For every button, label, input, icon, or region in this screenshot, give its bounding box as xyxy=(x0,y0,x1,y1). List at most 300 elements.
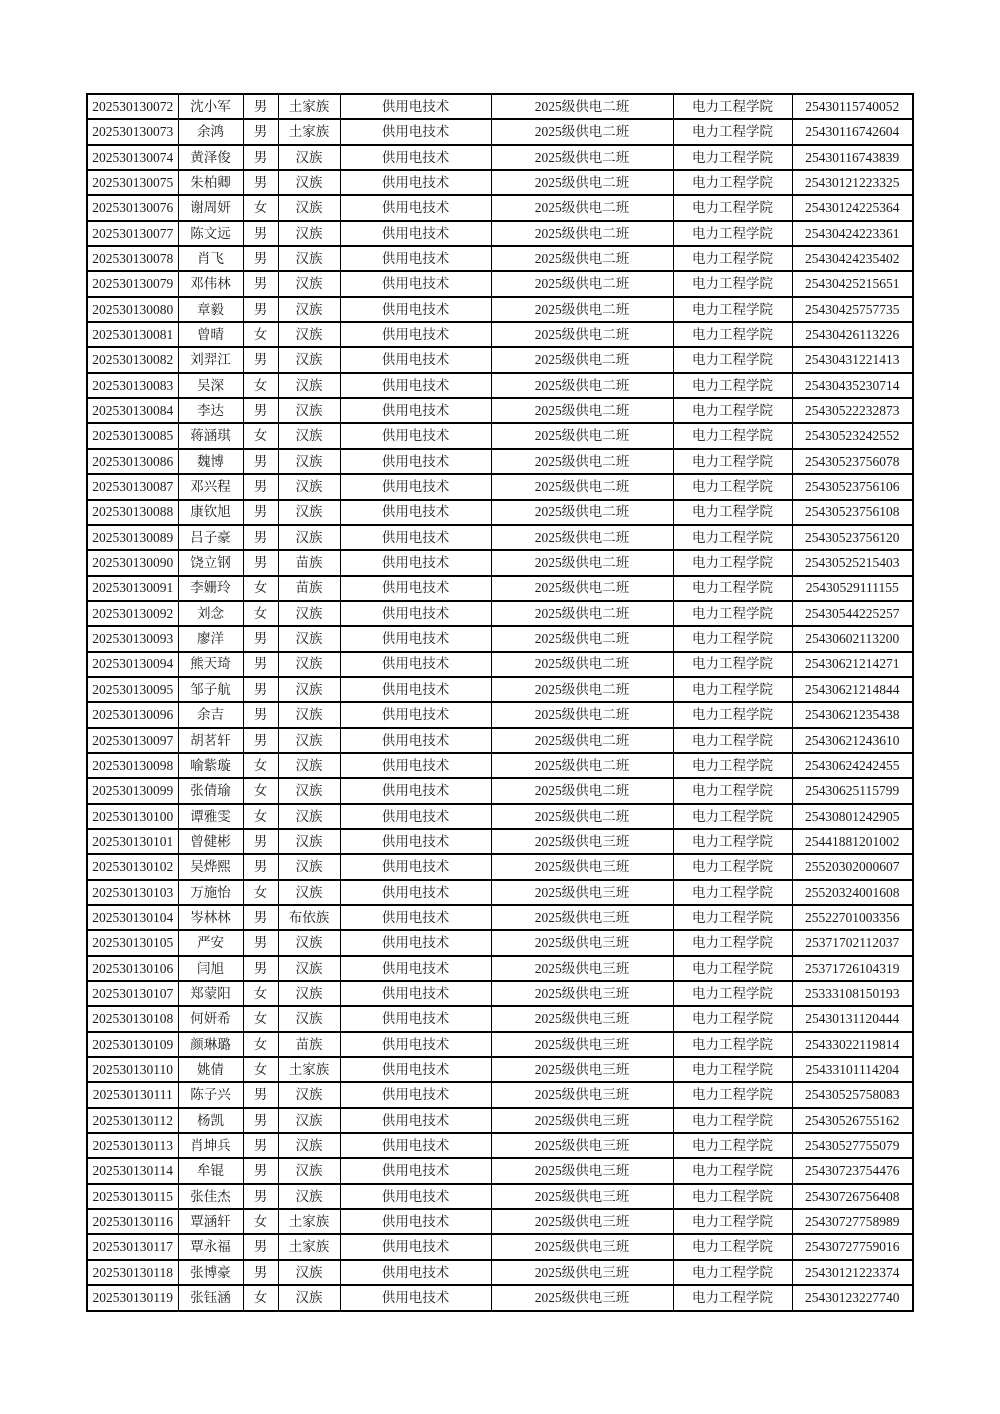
name-cell: 廖洋 xyxy=(178,626,243,651)
college-cell: 电力工程学院 xyxy=(673,398,792,423)
id-number-cell: 25430425215651 xyxy=(792,271,913,296)
id-number-cell: 25430726756408 xyxy=(792,1184,913,1209)
table-row xyxy=(87,1285,913,1311)
id-number-cell: 25430727759016 xyxy=(792,1234,913,1259)
ethnicity-cell: 汉族 xyxy=(278,271,340,296)
name-cell: 陈子兴 xyxy=(178,1082,243,1107)
major-cell: 供用电技术 xyxy=(340,145,491,170)
id-number-cell: 25522701003356 xyxy=(792,905,913,930)
college-cell: 电力工程学院 xyxy=(673,145,792,170)
gender-cell: 女 xyxy=(243,1006,278,1031)
class-cell: 2025级供电二班 xyxy=(491,677,673,702)
class-cell: 2025级供电三班 xyxy=(491,1082,673,1107)
table-row xyxy=(87,753,913,778)
gender-cell: 男 xyxy=(243,119,278,144)
class-cell: 2025级供电三班 xyxy=(491,1209,673,1234)
table-row xyxy=(87,652,913,677)
major-cell: 供用电技术 xyxy=(340,94,491,119)
class-cell: 2025级供电二班 xyxy=(491,601,673,626)
major-cell: 供用电技术 xyxy=(340,373,491,398)
ethnicity-cell: 汉族 xyxy=(278,804,340,829)
major-cell: 供用电技术 xyxy=(340,322,491,347)
college-cell: 电力工程学院 xyxy=(673,550,792,575)
id-number-cell: 25520324001608 xyxy=(792,880,913,905)
table-row xyxy=(87,525,913,550)
name-cell: 黄泽俊 xyxy=(178,145,243,170)
table-row xyxy=(87,398,913,423)
major-cell: 供用电技术 xyxy=(340,550,491,575)
major-cell: 供用电技术 xyxy=(340,1133,491,1158)
table-row xyxy=(87,246,913,271)
name-cell: 李达 xyxy=(178,398,243,423)
major-cell: 供用电技术 xyxy=(340,449,491,474)
student-id-cell: 202530130108 xyxy=(87,1006,178,1031)
major-cell: 供用电技术 xyxy=(340,1006,491,1031)
name-cell: 万施怡 xyxy=(178,880,243,905)
table-row xyxy=(87,880,913,905)
gender-cell: 男 xyxy=(243,94,278,119)
name-cell: 李姗玲 xyxy=(178,576,243,601)
college-cell: 电力工程学院 xyxy=(673,905,792,930)
major-cell: 供用电技术 xyxy=(340,1285,491,1311)
student-id-cell: 202530130103 xyxy=(87,880,178,905)
name-cell: 吕子豪 xyxy=(178,525,243,550)
major-cell: 供用电技术 xyxy=(340,474,491,499)
table-row xyxy=(87,170,913,195)
id-number-cell: 25430525215403 xyxy=(792,550,913,575)
college-cell: 电力工程学院 xyxy=(673,1082,792,1107)
student-id-cell: 202530130118 xyxy=(87,1260,178,1285)
table-row xyxy=(87,297,913,322)
student-id-cell: 202530130111 xyxy=(87,1082,178,1107)
id-number-cell: 25430529111155 xyxy=(792,576,913,601)
table-row xyxy=(87,373,913,398)
college-cell: 电力工程学院 xyxy=(673,271,792,296)
gender-cell: 男 xyxy=(243,1108,278,1133)
ethnicity-cell: 汉族 xyxy=(278,956,340,981)
ethnicity-cell: 土家族 xyxy=(278,1234,340,1259)
class-cell: 2025级供电三班 xyxy=(491,1032,673,1057)
table-row xyxy=(87,500,913,525)
student-id-cell: 202530130109 xyxy=(87,1032,178,1057)
ethnicity-cell: 汉族 xyxy=(278,601,340,626)
gender-cell: 女 xyxy=(243,423,278,448)
student-id-cell: 202530130095 xyxy=(87,677,178,702)
college-cell: 电力工程学院 xyxy=(673,1158,792,1183)
student-id-cell: 202530130114 xyxy=(87,1158,178,1183)
student-id-cell: 202530130088 xyxy=(87,500,178,525)
name-cell: 邓兴程 xyxy=(178,474,243,499)
major-cell: 供用电技术 xyxy=(340,1184,491,1209)
name-cell: 曾健彬 xyxy=(178,829,243,854)
ethnicity-cell: 汉族 xyxy=(278,195,340,220)
college-cell: 电力工程学院 xyxy=(673,449,792,474)
gender-cell: 男 xyxy=(243,525,278,550)
student-id-cell: 202530130072 xyxy=(87,94,178,119)
table-row xyxy=(87,576,913,601)
name-cell: 严安 xyxy=(178,930,243,955)
class-cell: 2025级供电三班 xyxy=(491,1234,673,1259)
name-cell: 杨凯 xyxy=(178,1108,243,1133)
table-row xyxy=(87,322,913,347)
college-cell: 电力工程学院 xyxy=(673,854,792,879)
major-cell: 供用电技术 xyxy=(340,829,491,854)
class-cell: 2025级供电三班 xyxy=(491,1006,673,1031)
student-id-cell: 202530130107 xyxy=(87,981,178,1006)
student-id-cell: 202530130100 xyxy=(87,804,178,829)
gender-cell: 男 xyxy=(243,246,278,271)
table-row xyxy=(87,930,913,955)
class-cell: 2025级供电二班 xyxy=(491,449,673,474)
id-number-cell: 25430424223361 xyxy=(792,221,913,246)
ethnicity-cell: 汉族 xyxy=(278,145,340,170)
id-number-cell: 25430527755079 xyxy=(792,1133,913,1158)
college-cell: 电力工程学院 xyxy=(673,221,792,246)
ethnicity-cell: 汉族 xyxy=(278,854,340,879)
major-cell: 供用电技术 xyxy=(340,297,491,322)
gender-cell: 女 xyxy=(243,576,278,601)
gender-cell: 男 xyxy=(243,930,278,955)
name-cell: 肖飞 xyxy=(178,246,243,271)
college-cell: 电力工程学院 xyxy=(673,829,792,854)
student-roster-table xyxy=(86,93,914,1312)
ethnicity-cell: 汉族 xyxy=(278,652,340,677)
table-row xyxy=(87,1032,913,1057)
class-cell: 2025级供电三班 xyxy=(491,1158,673,1183)
college-cell: 电力工程学院 xyxy=(673,474,792,499)
ethnicity-cell: 汉族 xyxy=(278,778,340,803)
ethnicity-cell: 汉族 xyxy=(278,449,340,474)
id-number-cell: 25430801242905 xyxy=(792,804,913,829)
id-number-cell: 25430116743839 xyxy=(792,145,913,170)
id-number-cell: 25430523756078 xyxy=(792,449,913,474)
table-row xyxy=(87,804,913,829)
name-cell: 覃涵轩 xyxy=(178,1209,243,1234)
major-cell: 供用电技术 xyxy=(340,500,491,525)
gender-cell: 女 xyxy=(243,601,278,626)
table-row xyxy=(87,423,913,448)
name-cell: 喻紫璇 xyxy=(178,753,243,778)
major-cell: 供用电技术 xyxy=(340,170,491,195)
class-cell: 2025级供电三班 xyxy=(491,930,673,955)
college-cell: 电力工程学院 xyxy=(673,195,792,220)
class-cell: 2025级供电二班 xyxy=(491,702,673,727)
class-cell: 2025级供电二班 xyxy=(491,525,673,550)
ethnicity-cell: 汉族 xyxy=(278,753,340,778)
ethnicity-cell: 汉族 xyxy=(278,474,340,499)
major-cell: 供用电技术 xyxy=(340,778,491,803)
major-cell: 供用电技术 xyxy=(340,1234,491,1259)
gender-cell: 男 xyxy=(243,702,278,727)
gender-cell: 男 xyxy=(243,398,278,423)
id-number-cell: 25430425757735 xyxy=(792,297,913,322)
major-cell: 供用电技术 xyxy=(340,1158,491,1183)
ethnicity-cell: 汉族 xyxy=(278,246,340,271)
class-cell: 2025级供电二班 xyxy=(491,94,673,119)
college-cell: 电力工程学院 xyxy=(673,652,792,677)
college-cell: 电力工程学院 xyxy=(673,880,792,905)
college-cell: 电力工程学院 xyxy=(673,981,792,1006)
college-cell: 电力工程学院 xyxy=(673,500,792,525)
ethnicity-cell: 汉族 xyxy=(278,677,340,702)
id-number-cell: 25430621235438 xyxy=(792,702,913,727)
name-cell: 肖坤兵 xyxy=(178,1133,243,1158)
major-cell: 供用电技术 xyxy=(340,1082,491,1107)
id-number-cell: 25430526755162 xyxy=(792,1108,913,1133)
class-cell: 2025级供电二班 xyxy=(491,145,673,170)
student-id-cell: 202530130083 xyxy=(87,373,178,398)
student-id-cell: 202530130116 xyxy=(87,1209,178,1234)
college-cell: 电力工程学院 xyxy=(673,930,792,955)
student-id-cell: 202530130094 xyxy=(87,652,178,677)
table-row xyxy=(87,145,913,170)
id-number-cell: 25430424235402 xyxy=(792,246,913,271)
ethnicity-cell: 苗族 xyxy=(278,550,340,575)
college-cell: 电力工程学院 xyxy=(673,1260,792,1285)
name-cell: 刘羿江 xyxy=(178,347,243,372)
class-cell: 2025级供电三班 xyxy=(491,854,673,879)
table-row xyxy=(87,1184,913,1209)
student-id-cell: 202530130080 xyxy=(87,297,178,322)
name-cell: 余吉 xyxy=(178,702,243,727)
gender-cell: 男 xyxy=(243,1234,278,1259)
college-cell: 电力工程学院 xyxy=(673,1032,792,1057)
id-number-cell: 25430621214844 xyxy=(792,677,913,702)
student-id-cell: 202530130074 xyxy=(87,145,178,170)
ethnicity-cell: 汉族 xyxy=(278,1184,340,1209)
table-row xyxy=(87,1082,913,1107)
class-cell: 2025级供电二班 xyxy=(491,170,673,195)
name-cell: 康钦旭 xyxy=(178,500,243,525)
class-cell: 2025级供电三班 xyxy=(491,1133,673,1158)
class-cell: 2025级供电三班 xyxy=(491,1285,673,1311)
ethnicity-cell: 汉族 xyxy=(278,1108,340,1133)
college-cell: 电力工程学院 xyxy=(673,322,792,347)
gender-cell: 女 xyxy=(243,804,278,829)
gender-cell: 女 xyxy=(243,753,278,778)
name-cell: 岑林林 xyxy=(178,905,243,930)
gender-cell: 女 xyxy=(243,1285,278,1311)
class-cell: 2025级供电二班 xyxy=(491,500,673,525)
gender-cell: 男 xyxy=(243,1133,278,1158)
college-cell: 电力工程学院 xyxy=(673,1209,792,1234)
major-cell: 供用电技术 xyxy=(340,1032,491,1057)
student-id-cell: 202530130091 xyxy=(87,576,178,601)
major-cell: 供用电技术 xyxy=(340,195,491,220)
gender-cell: 男 xyxy=(243,829,278,854)
gender-cell: 女 xyxy=(243,880,278,905)
major-cell: 供用电技术 xyxy=(340,1260,491,1285)
id-number-cell: 25430602113200 xyxy=(792,626,913,651)
table-row xyxy=(87,1260,913,1285)
ethnicity-cell: 汉族 xyxy=(278,347,340,372)
student-id-cell: 202530130089 xyxy=(87,525,178,550)
table-row xyxy=(87,1057,913,1082)
ethnicity-cell: 汉族 xyxy=(278,525,340,550)
gender-cell: 女 xyxy=(243,778,278,803)
gender-cell: 男 xyxy=(243,728,278,753)
table-row xyxy=(87,474,913,499)
college-cell: 电力工程学院 xyxy=(673,778,792,803)
gender-cell: 男 xyxy=(243,221,278,246)
class-cell: 2025级供电二班 xyxy=(491,753,673,778)
class-cell: 2025级供电三班 xyxy=(491,1260,673,1285)
id-number-cell: 25430523756106 xyxy=(792,474,913,499)
class-cell: 2025级供电二班 xyxy=(491,221,673,246)
class-cell: 2025级供电二班 xyxy=(491,626,673,651)
college-cell: 电力工程学院 xyxy=(673,1057,792,1082)
gender-cell: 女 xyxy=(243,981,278,1006)
name-cell: 何妍希 xyxy=(178,1006,243,1031)
ethnicity-cell: 汉族 xyxy=(278,930,340,955)
class-cell: 2025级供电三班 xyxy=(491,880,673,905)
college-cell: 电力工程学院 xyxy=(673,702,792,727)
table-row xyxy=(87,1209,913,1234)
ethnicity-cell: 土家族 xyxy=(278,1209,340,1234)
id-number-cell: 25430435230714 xyxy=(792,373,913,398)
id-number-cell: 25430621214271 xyxy=(792,652,913,677)
college-cell: 电力工程学院 xyxy=(673,1006,792,1031)
gender-cell: 女 xyxy=(243,1209,278,1234)
student-id-cell: 202530130078 xyxy=(87,246,178,271)
gender-cell: 男 xyxy=(243,500,278,525)
ethnicity-cell: 汉族 xyxy=(278,1133,340,1158)
student-id-cell: 202530130110 xyxy=(87,1057,178,1082)
ethnicity-cell: 汉族 xyxy=(278,170,340,195)
major-cell: 供用电技术 xyxy=(340,271,491,296)
student-id-cell: 202530130102 xyxy=(87,854,178,879)
class-cell: 2025级供电二班 xyxy=(491,398,673,423)
name-cell: 谢周妍 xyxy=(178,195,243,220)
id-number-cell: 25430115740052 xyxy=(792,94,913,119)
id-number-cell: 25430523242552 xyxy=(792,423,913,448)
name-cell: 邹子航 xyxy=(178,677,243,702)
gender-cell: 男 xyxy=(243,1082,278,1107)
student-id-cell: 202530130092 xyxy=(87,601,178,626)
student-id-cell: 202530130113 xyxy=(87,1133,178,1158)
ethnicity-cell: 汉族 xyxy=(278,1006,340,1031)
student-id-cell: 202530130090 xyxy=(87,550,178,575)
ethnicity-cell: 汉族 xyxy=(278,1285,340,1311)
student-id-cell: 202530130115 xyxy=(87,1184,178,1209)
name-cell: 邓伟林 xyxy=(178,271,243,296)
id-number-cell: 25430431221413 xyxy=(792,347,913,372)
major-cell: 供用电技术 xyxy=(340,880,491,905)
table-row xyxy=(87,119,913,144)
name-cell: 张倩瑜 xyxy=(178,778,243,803)
student-id-cell: 202530130087 xyxy=(87,474,178,499)
id-number-cell: 25430621243610 xyxy=(792,728,913,753)
id-number-cell: 25333108150193 xyxy=(792,981,913,1006)
student-id-cell: 202530130097 xyxy=(87,728,178,753)
name-cell: 陈文远 xyxy=(178,221,243,246)
major-cell: 供用电技术 xyxy=(340,626,491,651)
major-cell: 供用电技术 xyxy=(340,956,491,981)
table-row xyxy=(87,1133,913,1158)
student-id-cell: 202530130075 xyxy=(87,170,178,195)
name-cell: 张佳杰 xyxy=(178,1184,243,1209)
table-row xyxy=(87,778,913,803)
class-cell: 2025级供电二班 xyxy=(491,778,673,803)
id-number-cell: 25371702112037 xyxy=(792,930,913,955)
class-cell: 2025级供电二班 xyxy=(491,373,673,398)
student-id-cell: 202530130073 xyxy=(87,119,178,144)
name-cell: 闫旭 xyxy=(178,956,243,981)
major-cell: 供用电技术 xyxy=(340,930,491,955)
ethnicity-cell: 汉族 xyxy=(278,702,340,727)
ethnicity-cell: 汉族 xyxy=(278,500,340,525)
name-cell: 谭雅雯 xyxy=(178,804,243,829)
college-cell: 电力工程学院 xyxy=(673,1108,792,1133)
class-cell: 2025级供电二班 xyxy=(491,550,673,575)
ethnicity-cell: 汉族 xyxy=(278,1158,340,1183)
ethnicity-cell: 汉族 xyxy=(278,221,340,246)
class-cell: 2025级供电二班 xyxy=(491,297,673,322)
college-cell: 电力工程学院 xyxy=(673,1234,792,1259)
major-cell: 供用电技术 xyxy=(340,981,491,1006)
class-cell: 2025级供电二班 xyxy=(491,246,673,271)
gender-cell: 男 xyxy=(243,956,278,981)
name-cell: 刘念 xyxy=(178,601,243,626)
name-cell: 沈小军 xyxy=(178,94,243,119)
ethnicity-cell: 汉族 xyxy=(278,829,340,854)
table-row xyxy=(87,1006,913,1031)
student-id-cell: 202530130101 xyxy=(87,829,178,854)
table-row xyxy=(87,221,913,246)
student-id-cell: 202530130106 xyxy=(87,956,178,981)
table-row xyxy=(87,677,913,702)
name-cell: 张钰涵 xyxy=(178,1285,243,1311)
id-number-cell: 25371726104319 xyxy=(792,956,913,981)
student-id-cell: 202530130117 xyxy=(87,1234,178,1259)
ethnicity-cell: 土家族 xyxy=(278,1057,340,1082)
major-cell: 供用电技术 xyxy=(340,753,491,778)
table-row xyxy=(87,550,913,575)
gender-cell: 女 xyxy=(243,195,278,220)
id-number-cell: 25433022119814 xyxy=(792,1032,913,1057)
id-number-cell: 25430525758083 xyxy=(792,1082,913,1107)
major-cell: 供用电技术 xyxy=(340,804,491,829)
ethnicity-cell: 汉族 xyxy=(278,626,340,651)
college-cell: 电力工程学院 xyxy=(673,804,792,829)
table-row xyxy=(87,854,913,879)
table-row xyxy=(87,956,913,981)
college-cell: 电力工程学院 xyxy=(673,94,792,119)
table-row xyxy=(87,94,913,119)
ethnicity-cell: 汉族 xyxy=(278,981,340,1006)
id-number-cell: 25430116742604 xyxy=(792,119,913,144)
name-cell: 熊天琦 xyxy=(178,652,243,677)
college-cell: 电力工程学院 xyxy=(673,347,792,372)
id-number-cell: 25430124225364 xyxy=(792,195,913,220)
id-number-cell: 25430723754476 xyxy=(792,1158,913,1183)
class-cell: 2025级供电二班 xyxy=(491,652,673,677)
class-cell: 2025级供电二班 xyxy=(491,423,673,448)
student-id-cell: 202530130112 xyxy=(87,1108,178,1133)
id-number-cell: 25433101114204 xyxy=(792,1057,913,1082)
college-cell: 电力工程学院 xyxy=(673,677,792,702)
class-cell: 2025级供电三班 xyxy=(491,956,673,981)
major-cell: 供用电技术 xyxy=(340,728,491,753)
table-row xyxy=(87,347,913,372)
name-cell: 章毅 xyxy=(178,297,243,322)
name-cell: 郑蒙阳 xyxy=(178,981,243,1006)
major-cell: 供用电技术 xyxy=(340,1057,491,1082)
name-cell: 张博豪 xyxy=(178,1260,243,1285)
id-number-cell: 25430121223374 xyxy=(792,1260,913,1285)
id-number-cell: 25430426113226 xyxy=(792,322,913,347)
name-cell: 覃永福 xyxy=(178,1234,243,1259)
